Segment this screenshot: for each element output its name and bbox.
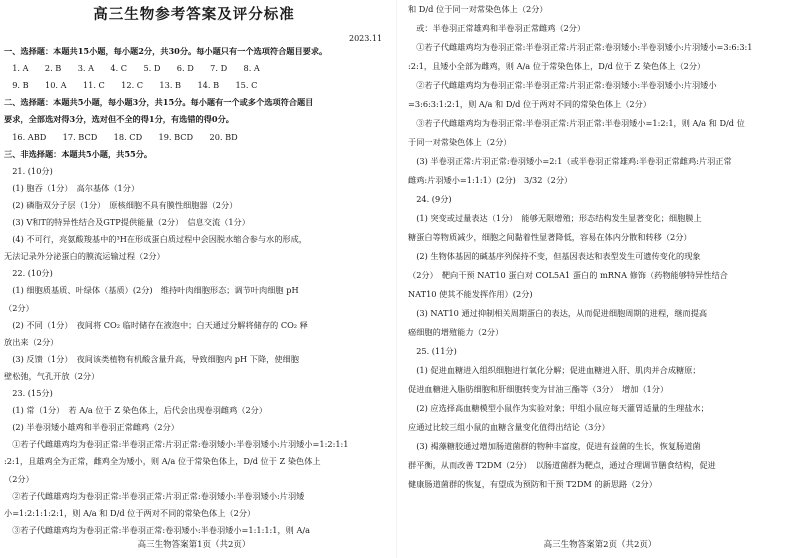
page-1 [4,0,384,558]
page-divider [396,0,397,558]
text-line: （2分） [4,302,34,313]
text-line: (4) 不可行，亮氨酸羧基中的³H在形成蛋白质过程中会因脱水缩合参与水的形成， [4,234,307,245]
text-line: 23. (15分) [4,388,53,398]
text-line: 一、选择题：本题共15小题，每小题2分，共30分。每小题只有一个选项符合题目要求。 [4,46,328,56]
text-line: 16. ABD 17. BCD 18. CD 19. BCD 20. BD [4,131,238,142]
document-date: 2023.11 [349,34,383,43]
text-line: 24. (9分) [408,194,452,204]
page-1-footer: 高三生物答案第1页（共2页） [137,540,251,550]
text-line: 小=1:2:1:1:2:1，则 A/a 和 D/d 位于两对不同的常染色体上（2分） [4,507,256,518]
text-line: =3:6:3:1:2:1，则 A/a 和 D/d 位于两对不同的常染色体上（2分） [408,99,652,109]
page-2-footer: 高三生物答案第2页（共2页） [543,540,657,550]
text-line: ③若子代雌雄鸡均为卷羽正常:半卷羽正常:卷羽矮小:半卷羽矮小=1:1:1:1，则 A/a [4,524,311,535]
text-line: ③若子代雌雄鸡均为卷羽正常:半卷羽正常:片羽正常:半卷羽矮小=1:2:1，则 A/a 和 D/d 位 [408,118,745,128]
text-line: (3) V和T的特异性结合及GTP提供能量（2分） 信息交流（1分） [4,217,250,227]
text-line: NAT10 使其不能发挥作用）(2分) [408,289,533,299]
text-line: 25. (11分) [408,346,457,356]
text-line: ②若子代雌雄鸡均为卷羽正常:半卷羽正常:片羽正常:卷羽矮小:半卷羽矮小:片羽矮 [4,490,305,501]
text-line: (2) 半卷羽矮小雄鸡和半卷羽正常雌鸡（2分） [4,422,179,433]
text-line: (1) 突变或过量表达（1分） 能够无限增殖；形态结构发生显著变化；细胞膜上 [408,213,702,223]
text-line: 于同一对常染色体上（2分） [408,137,512,147]
text-line: (3) 褐藻糖胶通过增加肠道菌群的物种丰富度，促进有益菌的生长，恢复肠道菌 [408,441,701,451]
text-line: 二、选择题：本题共5小题，每小题3分，共15分。每小题有一个或多个选项符合题目 [4,97,314,108]
text-line: (3) 半卷羽正常:片羽正常:卷羽矮小=2:1（或半卷羽正常雄鸡:半卷羽正常雌鸡:片羽正常 [408,156,732,166]
text-line: 22. (10分) [4,268,53,279]
text-line: 三、非选择题：本题共5小题，共55分。 [4,148,153,159]
text-line: (1) 细胞质基质、叶绿体（基质）(2分) 维持叶肉细胞形态；调节叶肉细胞 pH [4,285,299,296]
text-line: ①若子代雌雄鸡均为卷羽正常:半卷羽正常:片羽正常:卷羽矮小:半卷羽矮小:片羽矮小=3:6:3:1 [408,42,753,52]
text-line: （2分） 靶向干预 NAT10 蛋白对 COL5A1 蛋白的 mRNA 修饰（药物能够特异性结合 [408,270,728,280]
text-line: (2) 应选择高血糖模型小鼠作为实验对象；甲组小鼠应每天灌胃适量的生理盐水； [408,403,709,413]
text-line: (1) 促进血糖进入组织细胞进行氧化分解；促进血糖进入肝、肌肉并合成糖原； [408,365,701,375]
document-title: 高三生物参考答案及评分标准 [93,6,295,23]
text-line: 健康肠道菌群的恢复，有望成为预防和干预 T2DM 的新思路（2分） [408,479,657,489]
text-line: 群平衡，从而改善 T2DM（2分） 以肠道菌群为靶点，通过合理调节膳食结构，促进 [408,460,716,470]
text-line: 壁松弛，气孔开放（2分） [4,370,100,381]
text-line: (2) 不同（1分） 夜间将 CO₂ 临时储存在液泡中；白天通过分解将储存的 CO₂ 释 [4,319,308,330]
text-line: 和 D/d 位于同一对常染色体上（2分） [408,4,548,14]
text-line: 放出来（2分） [4,336,59,347]
text-line: 无法记录外分泌蛋白的膜流运输过程（2分） [4,251,165,262]
text-line: 应通过比较三组小鼠的血糖含量变化值得出结论（3分） [408,422,610,432]
text-line: 要求，全部选对得3分，选对但不全的得1分，有选错的得0分。 [4,114,234,125]
text-line: （2分） [4,473,34,484]
text-line: 1. A 2. B 3. A 4. C 5. D 6. D 7. D 8. A [4,63,260,74]
text-line: ②若子代雌雄鸡均为卷羽正常:半卷羽正常:片羽正常:卷羽矮小:半卷羽矮小:片羽矮小 [408,80,717,90]
text-line: 糖蛋白等物质减少，细胞之间黏着性显著降低，容易在体内分散和转移（2分） [408,232,692,242]
text-line: 21. (10分) [4,165,53,176]
text-line: 9. B 10. A 11. C 12. C 13. B 14. B 15. C [4,80,258,91]
page-2 [408,0,792,558]
text-line: (3) 反馈（1分） 夜间该类植物有机酸含量升高，导致细胞内 pH 下降，使细胞 [4,353,299,364]
text-line: :2:1，且雄鸡全为正常，雌鸡全为矮小，则 A/a 位于常染色体上，D/d 位于 Z 染色体上 [4,456,321,467]
text-line: (2) 磷脂双分子层（1分） 原核细胞不具有膜性细胞器（2分） [4,199,238,210]
text-line: (1) 常（1分） 若 A/a 位于 Z 染色体上，后代会出现卷羽雌鸡（2分） [4,405,268,416]
text-line: (2) 生物体基因的碱基序列保持不变，但基因表达和表型发生可遗传变化的现象 [408,251,701,261]
text-line: (3) NAT10 通过抑制相关周期蛋白的表达，从而促进细胞周期的进程，继而提高 [408,308,708,318]
text-line: 或：半卷羽正常雄鸡和半卷羽正常雌鸡（2分） [408,23,586,33]
text-line: (1) 胞吞（1分） 高尔基体（1分） [4,182,140,193]
text-line: :2:1，且矮小全部为雌鸡，则 A/a 位于常染色体上，D/d 位于 Z 染色体上（2分） [408,61,706,71]
text-line: ①若子代雌雄鸡均为卷羽正常:半卷羽正常:片羽正常:卷羽矮小:半卷羽矮小:片羽矮小=1:2:1:1 [4,439,349,450]
text-line: 促进血糖进入脂肪细胞和肝细胞转变为甘油三酯等（3分） 增加（1分） [408,384,669,394]
text-line: 癌细胞的增殖能力（2分） [408,327,504,337]
text-line: 雌鸡:片羽矮小=1:1:1）(2分) 3/32（2分） [408,175,573,185]
